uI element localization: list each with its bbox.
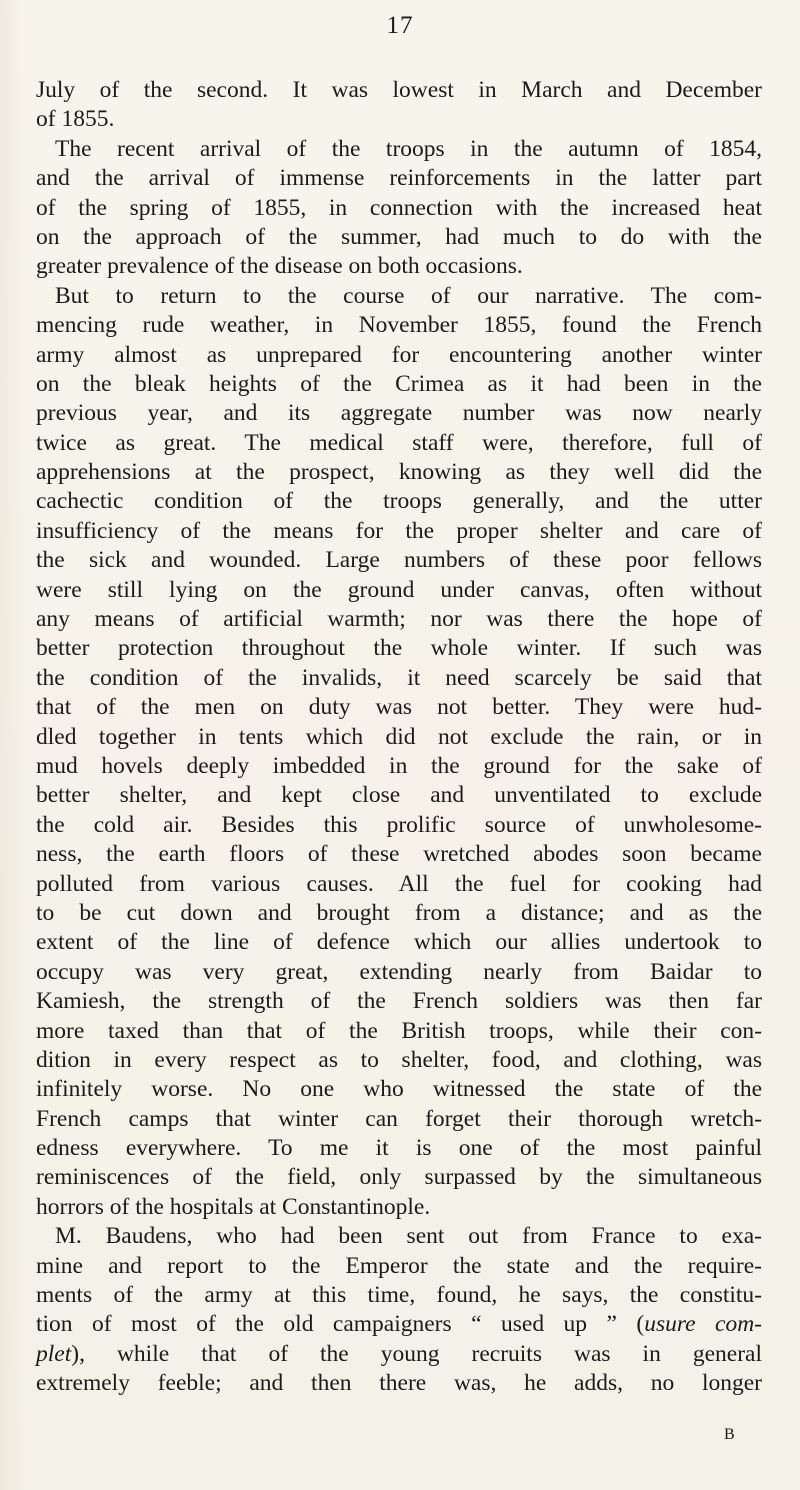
text-line: previous year, and its aggregate number was now nearly	[36, 400, 762, 427]
text-line: to be cut down and brought from a distance; and as the	[36, 899, 762, 926]
text-line: July of the second. It was lowest in March and December	[36, 77, 762, 103]
text-line: and the arrival of immense reinforcements in the latter part	[36, 165, 762, 192]
text-line: mud hovels deeply imbedded in the ground for the sake of	[36, 752, 762, 779]
text-line: twice as great. The medical staff were, therefore, full of	[36, 429, 762, 456]
text-line: better protection throughout the whole winter. If such was	[36, 635, 762, 662]
text-line: that of the men on duty was not better. They were hud-	[36, 694, 762, 721]
text-line: ness, the earth floors of these wretched abodes soon became	[36, 841, 762, 868]
text-line: occupy was very great, extending nearly from Baidar to	[36, 958, 762, 985]
text-line: horrors of the hospitals at Constantinople.	[36, 1193, 431, 1220]
text-line: extent of the line of defence which our allies undertook to	[36, 929, 762, 956]
signature-mark: B	[724, 1426, 736, 1443]
text-line: tion of most of the old campaigners “ used up ” (usure com-	[36, 1311, 763, 1338]
text-line: insufficiency of the means for the proper shelter and care of	[36, 517, 762, 544]
text-line: greater prevalence of the disease on both occasions.	[36, 253, 523, 280]
text-line: mencing rude weather, in November 1855, found the French	[36, 312, 762, 339]
text-line: dition in every respect as to shelter, food, and clothing, was	[36, 1046, 762, 1073]
text-line: the condition of the invalids, it need scarcely be said that	[36, 664, 762, 691]
text-line: more taxed than that of the British troops, while their con-	[36, 1017, 762, 1044]
text-line: The recent arrival of the troops in the autumn of 1854,	[55, 135, 762, 162]
text-line: edness everywhere. To me it is one of the most painful	[36, 1135, 762, 1162]
page-number: 17	[386, 12, 414, 39]
text-line: Kamiesh, the strength of the French soldiers was then far	[36, 988, 762, 1015]
text-line: of the spring of 1855, in connection with the increased heat	[36, 194, 762, 221]
body-text	[36, 76, 762, 1399]
text-line: army almost as unprepared for encountering another winter	[36, 341, 762, 368]
text-line: were still lying on the ground under canvas, often without	[36, 576, 762, 603]
text-line: extremely feeble; and then there was, he adds, no longer	[36, 1370, 762, 1397]
text-line: dled together in tents which did not exclude the rain, or in	[36, 723, 762, 750]
text-line: apprehensions at the prospect, knowing as they well did the	[36, 459, 762, 486]
text-line: reminiscences of the field, only surpassed by the simultaneous	[36, 1164, 762, 1191]
text-line: mine and report to the Emperor the state and the require-	[36, 1252, 762, 1279]
text-line: cachectic condition of the troops generally, and the utter	[36, 488, 762, 515]
text-line: better shelter, and kept close and unventilated to exclude	[36, 782, 762, 809]
text-line: on the approach of the summer, had much to do with the	[36, 223, 762, 250]
text-line: But to return to the course of our narrative. The com-	[55, 282, 762, 309]
text-line: any means of artificial warmth; nor was there the hope of	[36, 606, 762, 633]
text-line: infinitely worse. No one who witnessed the state of the	[36, 1076, 762, 1103]
text-line: polluted from various causes. All the fuel for cooking had	[36, 870, 762, 897]
text-line: the cold air. Besides this prolific source of unwholesome-	[36, 811, 762, 838]
text-line: plet), while that of the young recruits was in general	[36, 1340, 762, 1367]
text-line: ments of the army at this time, found, he says, the constitu-	[36, 1282, 762, 1309]
text-line: French camps that winter can forget their thorough wretch-	[36, 1105, 762, 1132]
text-line: M. Baudens, who had been sent out from France to exa-	[55, 1223, 762, 1250]
text-line: on the bleak heights of the Crimea as it had been in the	[36, 370, 762, 397]
text-line: the sick and wounded. Large numbers of these poor fellows	[36, 547, 762, 574]
text-line: of 1855.	[36, 106, 115, 133]
